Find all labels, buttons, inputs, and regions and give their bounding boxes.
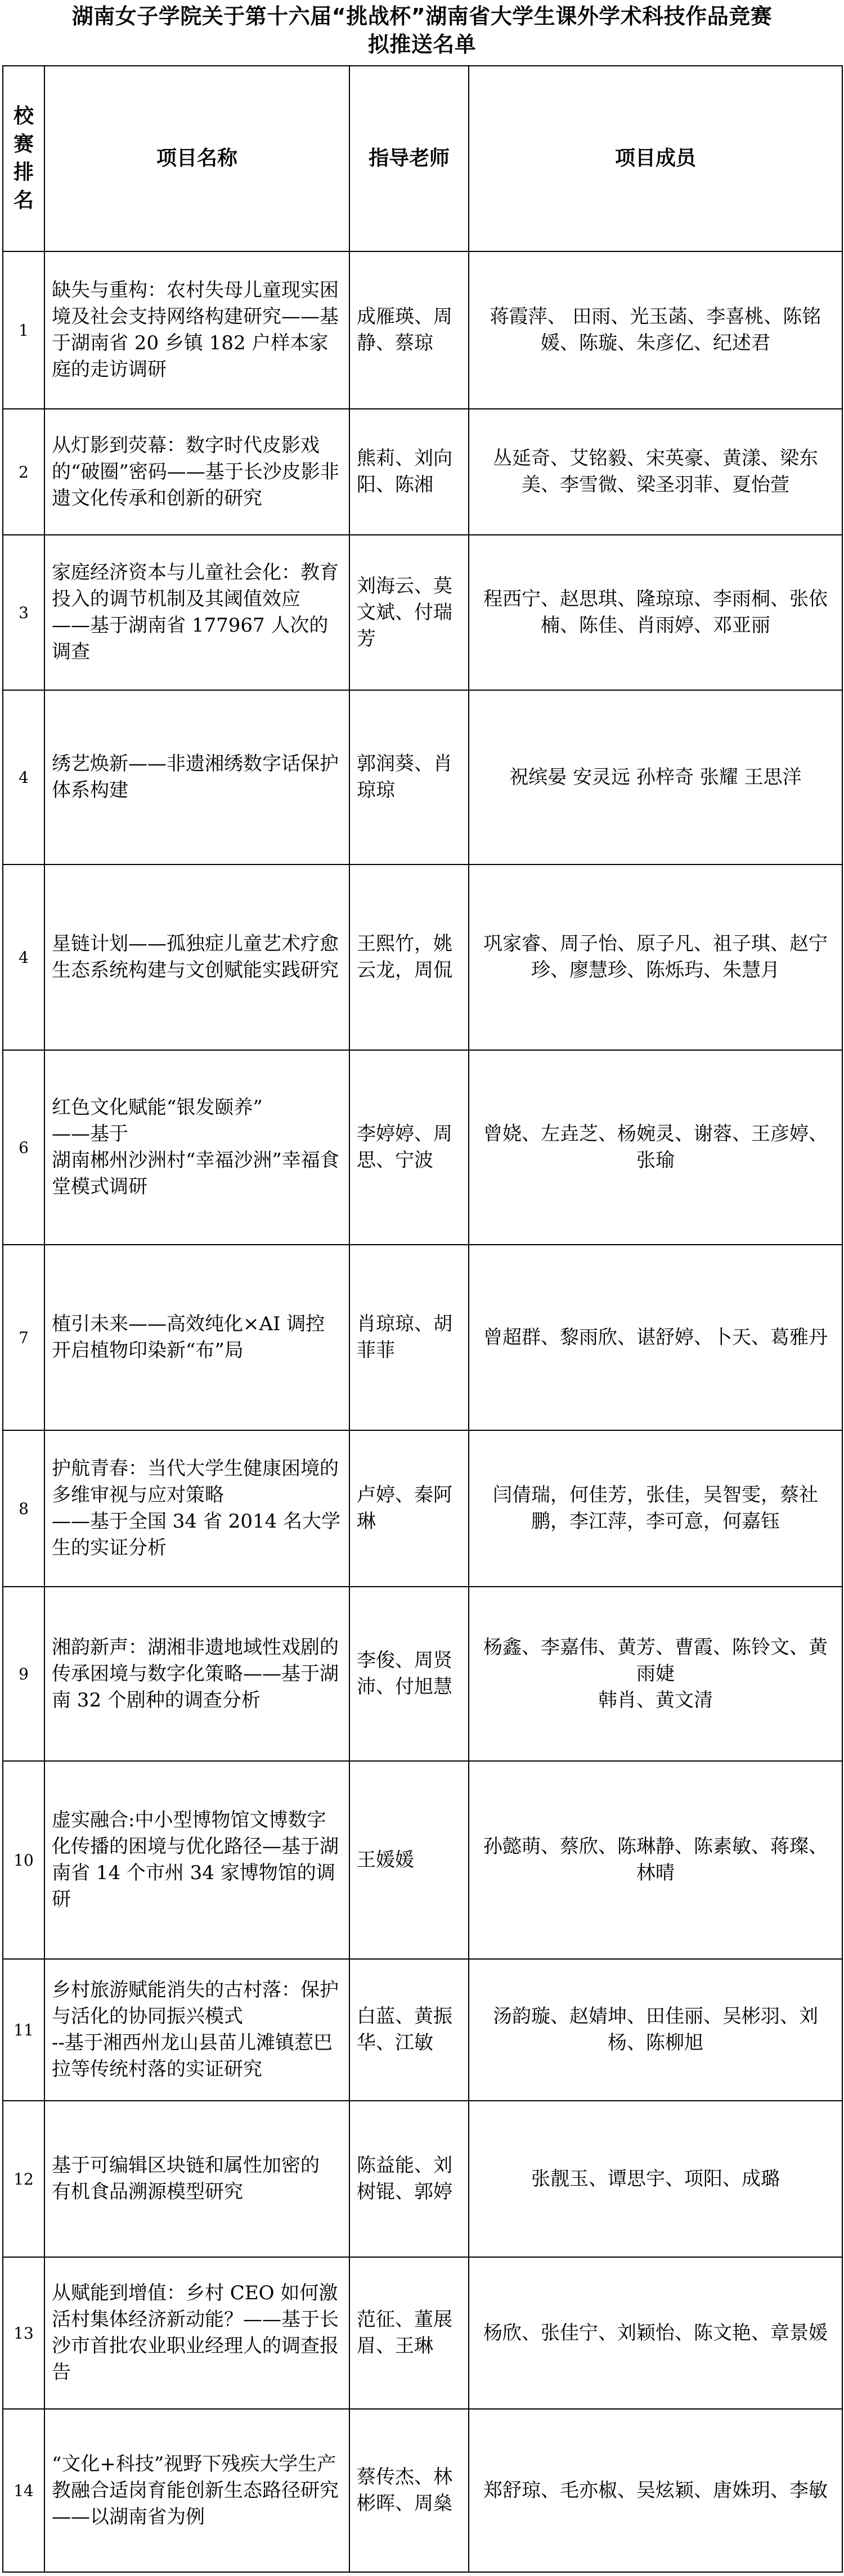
teacher-cell: 李婷婷、周思、宁波 bbox=[349, 1050, 469, 1245]
project-name-cell: 绣艺焕新——非遗湘绣数字话保护体系构建 bbox=[44, 690, 349, 864]
table-row bbox=[3, 1245, 842, 1430]
project-name-cell: 湘韵新声：湖湘非遗地域性戏剧的传承困境与数字化策略——基于湖南 32 个剧种的调查分析 bbox=[44, 1587, 349, 1761]
teacher-cell: 白蓝、黄振华、江敏 bbox=[349, 1959, 469, 2101]
project-name-cell: “文化+科技”视野下残疾大学生产教融合适岗育能创新生态路径研究——以湖南省为例 bbox=[44, 2409, 349, 2572]
table-row bbox=[3, 2257, 842, 2409]
teacher-cell: 熊莉、刘向阳、陈湘 bbox=[349, 409, 469, 535]
rank-cell: 2 bbox=[3, 409, 44, 535]
table-row bbox=[3, 1959, 842, 2101]
rank-cell: 1 bbox=[3, 251, 44, 409]
members-cell: 郑舒琼、毛亦椒、吴炫颖、唐姝玥、李敏 bbox=[469, 2409, 842, 2572]
members-cell: 蒋霞萍、 田雨、光玉菡、李喜桃、陈铭媛、陈璇、朱彦亿、纪述君 bbox=[469, 251, 842, 409]
rank-cell: 4 bbox=[3, 690, 44, 864]
table-body bbox=[3, 251, 842, 2572]
project-name-cell: 虚实融合:中小型博物馆文博数字化传播的困境与优化路径—基于湖南省 14 个市州 34 家博物馆的调研 bbox=[44, 1761, 349, 1959]
teacher-cell: 成雁瑛、周静、蔡琼 bbox=[349, 251, 469, 409]
members-cell: 丛延奇、艾铭毅、宋英豪、黄漾、梁东美、李雪微、梁圣羽菲、夏怡萱 bbox=[469, 409, 842, 535]
header-teacher: 指导老师 bbox=[349, 66, 469, 251]
table-row bbox=[3, 251, 842, 409]
rank-cell: 12 bbox=[3, 2101, 44, 2257]
project-name-cell: 植引未来——高效纯化×AI 调控开启植物印染新“布”局 bbox=[44, 1245, 349, 1430]
table-row bbox=[3, 864, 842, 1050]
header-project-name: 项目名称 bbox=[44, 66, 349, 251]
project-name-cell: 基于可编辑区块链和属性加密的 有机食品溯源模型研究 bbox=[44, 2101, 349, 2257]
project-name-cell: 缺失与重构：农村失母儿童现实困境及社会支持网络构建研究——基于湖南省 20 乡镇 182 户样本家庭的走访调研 bbox=[44, 251, 349, 409]
rank-cell: 9 bbox=[3, 1587, 44, 1761]
teacher-cell: 王熙竹，姚云龙，周侃 bbox=[349, 864, 469, 1050]
project-name-cell: 护航青春：当代大学生健康困境的多维审视与应对策略 ——基于全国 34 省 2014 名大学生的实证分析 bbox=[44, 1430, 349, 1587]
project-name-cell: 红色文化赋能“银发颐养” ——基于 湖南郴州沙洲村“幸福沙洲”幸福食堂模式调研 bbox=[44, 1050, 349, 1245]
table-row bbox=[3, 1430, 842, 1587]
members-cell: 巩家睿、周子怡、原子凡、祖子琪、赵宁珍、廖慧珍、陈烁玙、朱慧月 bbox=[469, 864, 842, 1050]
rank-cell: 8 bbox=[3, 1430, 44, 1587]
table-row bbox=[3, 2101, 842, 2257]
teacher-cell: 肖琼琼、胡菲菲 bbox=[349, 1245, 469, 1430]
members-cell: 杨欣、张佳宁、刘颖怡、陈文艳、章景媛 bbox=[469, 2257, 842, 2409]
rank-cell: 14 bbox=[3, 2409, 44, 2572]
table-row bbox=[3, 535, 842, 690]
teacher-cell: 郭润葵、肖琼琼 bbox=[349, 690, 469, 864]
project-name-cell: 乡村旅游赋能消失的古村落：保护与活化的协同振兴模式 --基于湘西州龙山县苗儿滩镇惹巴拉等传统村落的实证研究 bbox=[44, 1959, 349, 2101]
rank-cell: 3 bbox=[3, 535, 44, 690]
table-row bbox=[3, 2409, 842, 2572]
teacher-cell: 王媛媛 bbox=[349, 1761, 469, 1959]
title-line-1: 湖南女子学院关于第十六届“挑战杯”湖南省大学生课外学术科技作品竞赛 bbox=[71, 4, 773, 29]
teacher-cell: 卢婷、秦阿琳 bbox=[349, 1430, 469, 1587]
teacher-cell: 陈益能、刘树锟、郭婷 bbox=[349, 2101, 469, 2257]
teacher-cell: 范征、董展眉、王琳 bbox=[349, 2257, 469, 2409]
members-cell: 汤韵璇、赵婧坤、田佳丽、吴彬羽、刘杨、陈柳旭 bbox=[469, 1959, 842, 2101]
title-line-2: 拟推送名单 bbox=[367, 32, 477, 57]
project-name-cell: 家庭经济资本与儿童社会化：教育投入的调节机制及其阈值效应 ——基于湖南省 177967 人次的调查 bbox=[44, 535, 349, 690]
teacher-cell: 刘海云、莫文斌、付瑞芳 bbox=[349, 535, 469, 690]
rank-cell: 4 bbox=[3, 864, 44, 1050]
rank-cell: 7 bbox=[3, 1245, 44, 1430]
project-name-cell: 从灯影到荧幕：数字时代皮影戏的“破圈”密码——基于长沙皮影非遗文化传承和创新的研究 bbox=[44, 409, 349, 535]
rank-cell: 13 bbox=[3, 2257, 44, 2409]
rank-cell: 6 bbox=[3, 1050, 44, 1245]
teacher-cell: 蔡传杰、林彬晖、周燊 bbox=[349, 2409, 469, 2572]
project-name-cell: 星链计划——孤独症儿童艺术疗愈生态系统构建与文创赋能实践研究 bbox=[44, 864, 349, 1050]
table-row bbox=[3, 1761, 842, 1959]
recommendation-table bbox=[2, 65, 843, 2573]
members-cell: 张靓玉、谭思宇、项阳、成璐 bbox=[469, 2101, 842, 2257]
table-header-row bbox=[3, 66, 842, 251]
table-row bbox=[3, 690, 842, 864]
members-cell: 曾超群、黎雨欣、谌舒婷、卜天、葛雅丹 bbox=[469, 1245, 842, 1430]
rank-cell: 11 bbox=[3, 1959, 44, 2101]
members-cell: 祝缤晏 安灵远 孙梓奇 张耀 王思洋 bbox=[469, 690, 842, 864]
document-title bbox=[2, 0, 842, 65]
members-cell: 程西宁、赵思琪、隆琼琼、李雨桐、张依楠、陈佳、肖雨婷、邓亚丽 bbox=[469, 535, 842, 690]
project-name-cell: 从赋能到增值：乡村 CEO 如何激活村集体经济新动能？——基于长沙市首批农业职业经理人的调查报告 bbox=[44, 2257, 349, 2409]
members-cell: 孙懿萌、蔡欣、陈琳静、陈素敏、蒋璨、林晴 bbox=[469, 1761, 842, 1959]
table-row bbox=[3, 1050, 842, 1245]
table-row bbox=[3, 409, 842, 535]
rank-cell: 10 bbox=[3, 1761, 44, 1959]
members-cell: 杨鑫、李嘉伟、黄芳、曹霞、陈铃文、黄雨婕 韩肖、黄文清 bbox=[469, 1587, 842, 1761]
table-row bbox=[3, 1587, 842, 1761]
members-cell: 闫倩瑞，何佳芳，张佳，吴智雯，蔡社鹏，李江萍，李可意，何嘉钰 bbox=[469, 1430, 842, 1587]
members-cell: 曾娆、左垚芝、杨婉灵、谢蓉、王彦婷、张瑜 bbox=[469, 1050, 842, 1245]
header-rank: 校 赛 排 名 bbox=[3, 66, 44, 251]
header-members: 项目成员 bbox=[469, 66, 842, 251]
teacher-cell: 李俊、周贤沛、付旭慧 bbox=[349, 1587, 469, 1761]
